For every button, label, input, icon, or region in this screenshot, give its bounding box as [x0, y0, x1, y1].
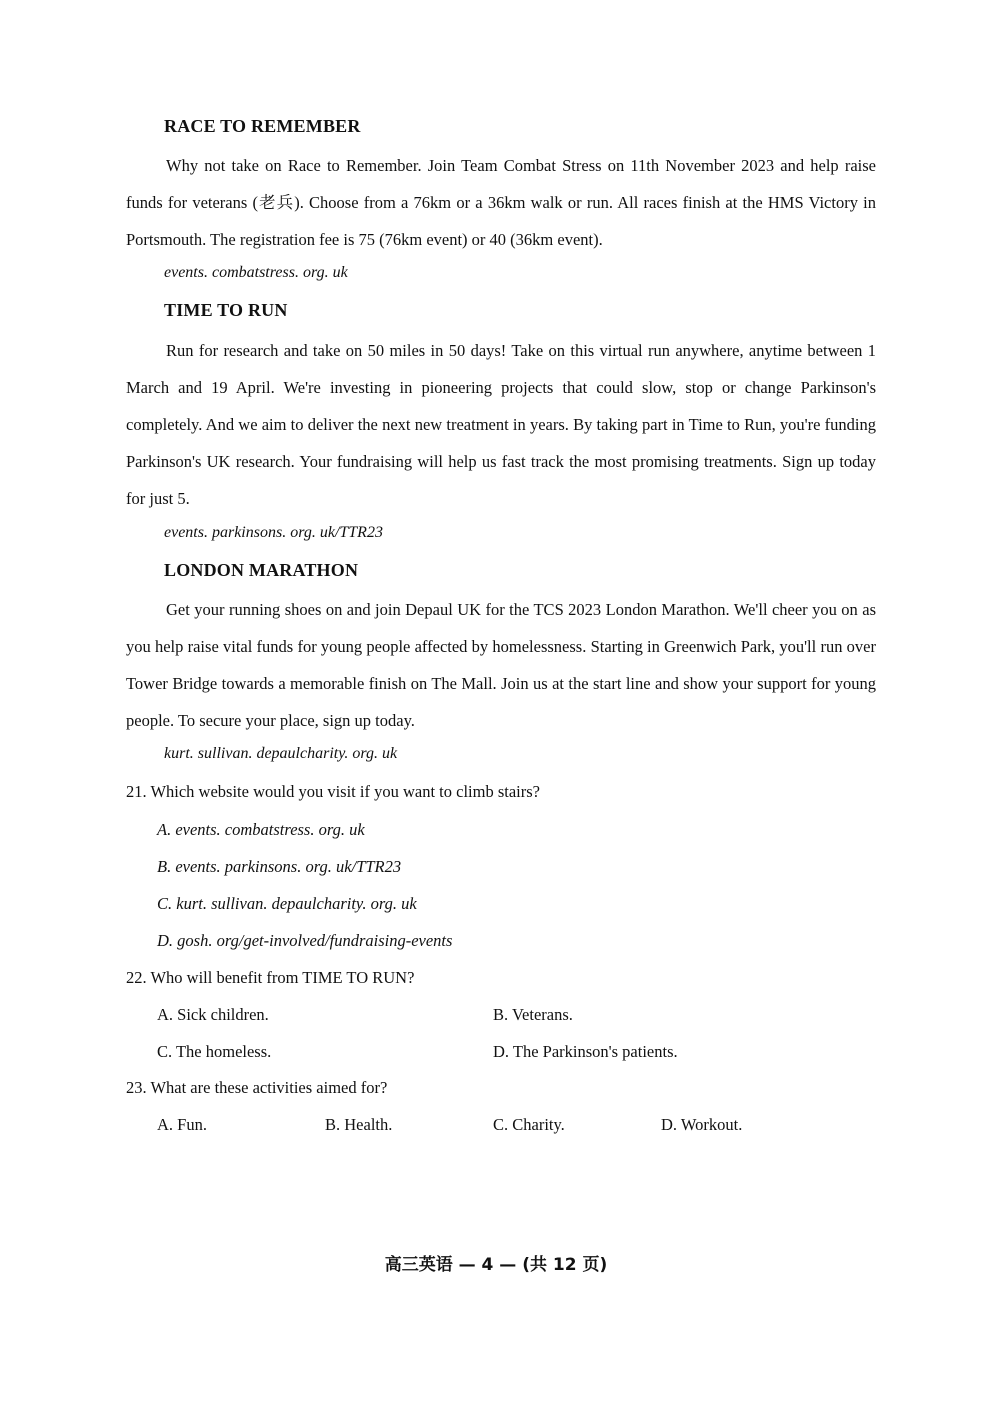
question-21-stem: 21. Which website would you visit if you want to climb stairs? — [126, 782, 540, 801]
ad-body-time-to-run: Run for research and take on 50 miles in 50 days! Take on this virtual run anywhere, anytime between 1 March and 19 April. We're investing in pioneering projects that could slow, stop or change Parkinson's completely. And we aim to deliver the next new treatment in years. By taking part in Time to Run, you're funding Parkinson's UK research. Your fundraising will help us fast track the most promising treatments. Sign up today for just 5. — [126, 341, 876, 508]
question-22-option-c[interactable]: C. The homeless. — [157, 1042, 272, 1061]
ad-body-london-marathon: Get your running shoes on and join Depaul UK for the TCS 2023 London Marathon. We'll cheer you on as you help raise vital funds for young people affected by homelessness. Starting in Greenwich Park, you'll run over Tower Bridge towards a memorable finish on The Mall. Join us at the start line and show your support for young people. To secure your place, sign up today. — [126, 600, 876, 730]
question-23-option-a[interactable]: A. Fun. — [157, 1115, 207, 1134]
ad-body-race-to-remember: Why not take on Race to Remember. Join Team Combat Stress on 11th November 2023 and help raise funds for veterans (老兵). Choose from a 76km or a 36km walk or run. All races finish at the HMS Victory in Portsmouth. The registration fee is 75 (76km event) or 40 (36km event). — [126, 156, 876, 249]
question-23-option-b[interactable]: B. Health. — [325, 1115, 393, 1134]
ad-url-race-to-remember: events. combatstress. org. uk — [164, 264, 348, 281]
question-22-stem: 22. Who will benefit from TIME TO RUN? — [126, 968, 415, 987]
ad-title-london-marathon: LONDON MARATHON — [164, 560, 359, 580]
ad-url-time-to-run: events. parkinsons. org. uk/TTR23 — [164, 524, 383, 541]
question-23-option-c[interactable]: C. Charity. — [493, 1115, 565, 1134]
ad-title-time-to-run: TIME TO RUN — [164, 300, 288, 320]
ad-url-london-marathon: kurt. sullivan. depaulcharity. org. uk — [164, 745, 398, 762]
question-22-option-a[interactable]: A. Sick children. — [157, 1005, 269, 1024]
ad-title-race-to-remember: RACE TO REMEMBER — [164, 116, 361, 136]
question-23-option-d[interactable]: D. Workout. — [661, 1115, 743, 1134]
question-23-stem: 23. What are these activities aimed for? — [126, 1078, 388, 1097]
page-footer: 高三英语 — 4 — (共 12 页) — [384, 1255, 608, 1275]
question-21-option-c[interactable]: C. kurt. sullivan. depaulcharity. org. uk — [157, 894, 417, 913]
question-22-option-b[interactable]: B. Veterans. — [493, 1005, 573, 1024]
question-21-option-d[interactable]: D. gosh. org/get-involved/fundraising-events — [157, 931, 453, 950]
question-22-option-d[interactable]: D. The Parkinson's patients. — [493, 1042, 678, 1061]
question-21-option-b[interactable]: B. events. parkinsons. org. uk/TTR23 — [157, 857, 402, 876]
question-21-option-a[interactable]: A. events. combatstress. org. uk — [157, 820, 365, 839]
